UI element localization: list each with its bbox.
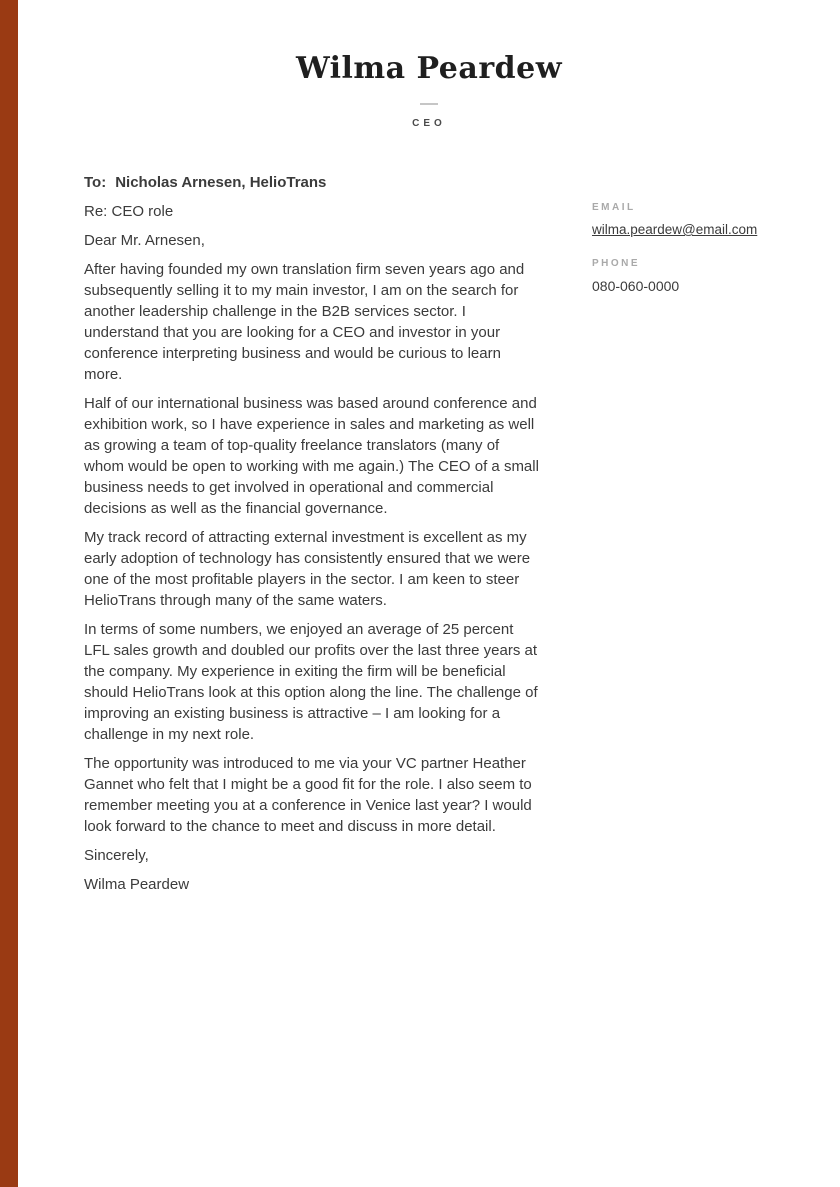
phone-value: 080-060-0000 bbox=[592, 278, 680, 294]
letter-paragraph: In terms of some numbers, we enjoyed an average of 25 percent LFL sales growth and doubled our profits over the last three years at the company. My experience in exiting the firm will be beneficial should HelioTrans look at this option along the line. The challenge of improving an existing business is attractive – I am looking for a challenge in my next role. bbox=[84, 621, 538, 743]
salutation: Dear Mr. Arnesen, bbox=[84, 232, 205, 249]
to-label: To: bbox=[84, 174, 107, 191]
letter-paragraph: My track record of attracting external investment is excellent as my early adoption of technology has consistently ensured that we were one of the most profitable players in the sector. I am keen to steer HelioTrans through many of the same waters. bbox=[84, 529, 531, 609]
contact-sidebar bbox=[592, 172, 792, 294]
person-name: Wilma Peardew bbox=[295, 51, 563, 86]
email-link[interactable]: wilma.peardew@email.com bbox=[592, 222, 758, 237]
email-label: EMAIL bbox=[592, 202, 636, 213]
closing: Sincerely, bbox=[84, 847, 149, 864]
letter-body bbox=[84, 172, 539, 903]
to-value: Nicholas Arnesen, HelioTrans bbox=[115, 174, 327, 191]
signature: Wilma Peardew bbox=[84, 876, 190, 893]
letter-header bbox=[18, 0, 840, 129]
accent-stripe bbox=[0, 0, 18, 1187]
to-line bbox=[84, 172, 539, 193]
letter-paragraph: The opportunity was introduced to me via your VC partner Heather Gannet who felt that I might be a good fit for the role. I also seem to remember meeting you at a conference in Venice last year? I would look forward to the chance to meet and discuss in more detail. bbox=[84, 755, 532, 835]
header-divider bbox=[420, 103, 438, 105]
letter-paragraph: Half of our international business was based around conference and exhibition work, so I have experience in sales and marketing as well as growing a team of top-quality freelance translators (many of whom would be open to working with me again.) The CEO of a small business needs to get involved in operational and commercial decisions as well as the financial governance. bbox=[84, 395, 539, 517]
re-line: Re: CEO role bbox=[84, 203, 174, 220]
person-role: CEO bbox=[412, 118, 446, 129]
phone-label: PHONE bbox=[592, 258, 641, 269]
letter-paragraph: After having founded my own translation firm seven years ago and subsequently selling it to my main investor, I am on the search for another leadership challenge in the B2B services sector. I understand that you are looking for a CEO and investor in your conference interpreting business and would be curious to learn more. bbox=[84, 261, 525, 383]
